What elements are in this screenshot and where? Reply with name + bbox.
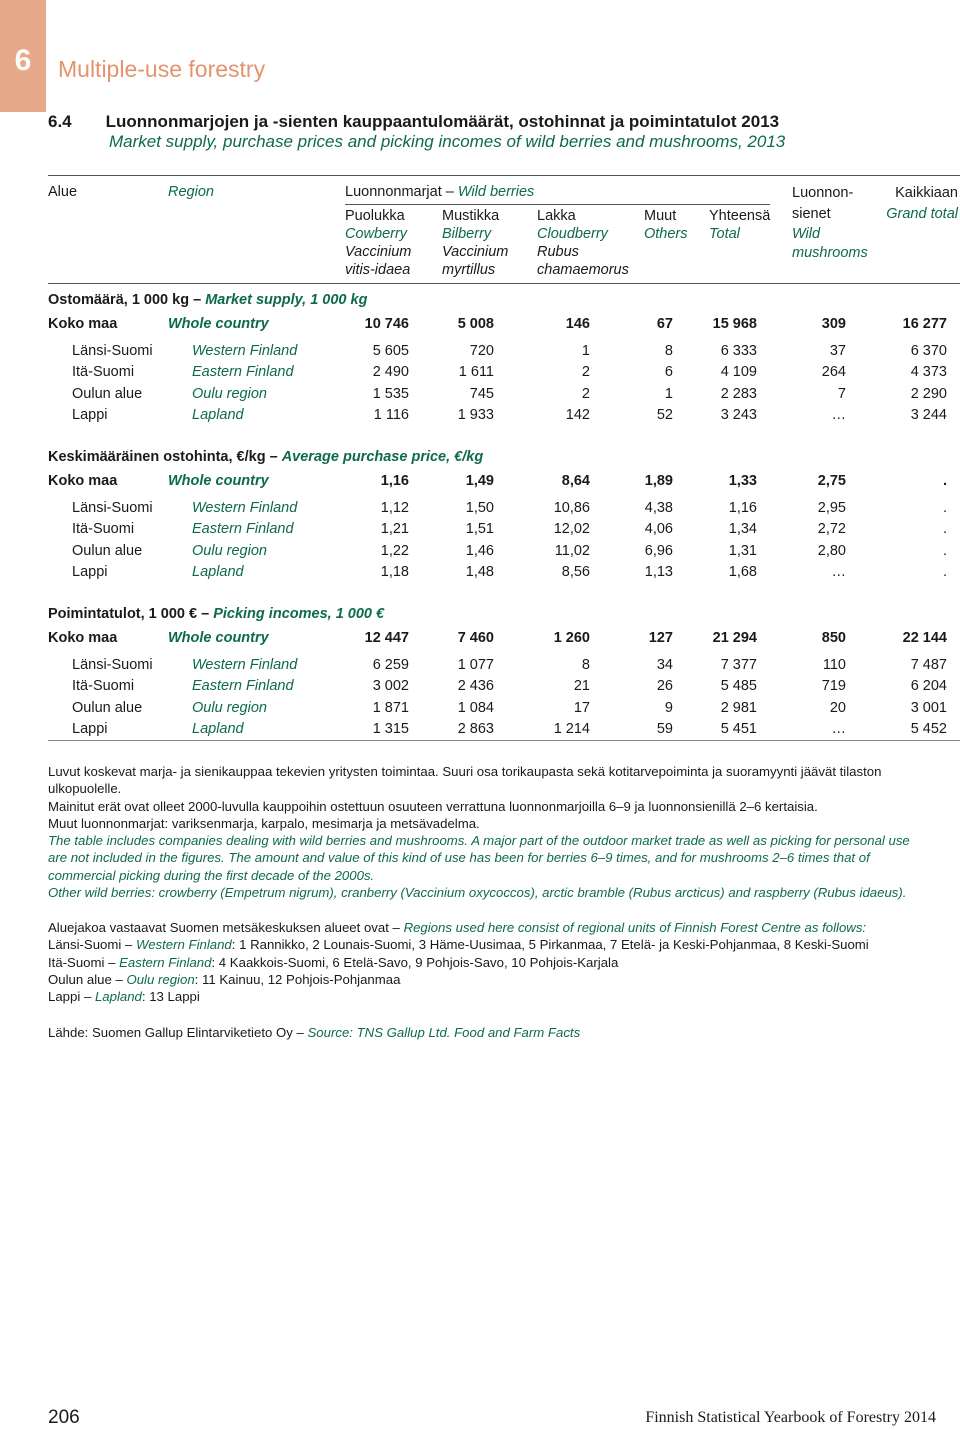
total-cell: . (942, 473, 947, 489)
table-cell: 34 (656, 657, 673, 673)
total-row-label-fi: Koko maa (48, 630, 118, 646)
header-total: Yhteensä Total (709, 208, 771, 242)
row-label-fi: Lappi (72, 563, 108, 580)
section-title: Ostomäärä, 1 000 kg – Market supply, 1 000 kg (48, 292, 368, 308)
publication-title: Finnish Statistical Yearbook of Forestry 2014 (645, 1409, 936, 1426)
table-cell: 52 (656, 406, 673, 423)
table-cell: . (942, 542, 947, 559)
table-cell: 1,22 (380, 542, 409, 559)
table-cell: 5 451 (720, 720, 757, 737)
page-number: 206 (48, 1407, 80, 1428)
table-cell: 6 (664, 364, 673, 381)
header-region: Region (168, 184, 214, 200)
header-alue: Alue (48, 184, 78, 200)
table-cell: 11,02 (554, 542, 590, 559)
table-cell: 1,68 (728, 563, 757, 580)
total-cell: 2,75 (817, 473, 846, 489)
table-cell: 1 535 (372, 385, 409, 402)
table-cell: 1 084 (457, 699, 494, 716)
table-cell: 8,56 (561, 563, 590, 580)
table-cell: 1 (664, 385, 673, 402)
table-cell: 1 315 (372, 720, 409, 737)
section-title: Poimintatulot, 1 000 € – Picking incomes, 1 000 € (48, 606, 385, 622)
table-cell: . (942, 563, 947, 580)
total-cell: 10 746 (364, 316, 409, 332)
table-top-rule (48, 175, 960, 176)
table-cell: 6,96 (644, 542, 673, 559)
row-label-fi: Länsi-Suomi (72, 500, 153, 516)
table-cell: 1,13 (644, 563, 673, 580)
table-title-fi: 6.4 Luonnonmarjojen ja -sienten kauppaantulomäärät, ostohinnat ja poimintatulot 2013 (48, 112, 780, 131)
table-cell: 20 (829, 699, 846, 716)
total-cell: 8,64 (561, 473, 590, 489)
table-title-en: Market supply, purchase prices and picking incomes of wild berries and mushrooms, 2013 (109, 132, 786, 151)
table-cell: 5 452 (910, 720, 947, 737)
row-label-fi: Oulun alue (72, 542, 143, 559)
table-cell: 1,21 (380, 521, 409, 538)
header-mushrooms: Luonnon- sienet Wild mushrooms (792, 185, 868, 261)
table-cell: 1,18 (380, 563, 409, 580)
total-cell: 1,49 (465, 473, 494, 489)
total-cell: 309 (821, 316, 846, 332)
total-cell: 15 968 (712, 316, 757, 332)
header-cloudberry: Lakka Cloudberry Rubus chamaemorus (537, 208, 629, 278)
total-cell: 127 (648, 630, 673, 646)
header-wild-berries: Luonnonmarjat – Wild berries (345, 184, 535, 200)
row-label-en: Lapland (192, 563, 244, 580)
table-cell: 2 490 (372, 364, 409, 381)
table-cell: 5 485 (720, 678, 757, 695)
table-cell: 6 204 (910, 678, 947, 695)
chapter-number: 6 (14, 44, 32, 77)
table-cell: 3 001 (910, 699, 947, 716)
table-cell: 1,46 (465, 542, 494, 559)
table-cell: 2 283 (720, 385, 757, 402)
table-cell: 1,31 (728, 542, 757, 559)
total-cell: 146 (565, 316, 590, 332)
total-row-label-en: Whole country (168, 316, 269, 332)
total-row-label-fi: Koko maa (48, 473, 118, 489)
row-label-fi: Lappi (72, 720, 108, 737)
table-cell: 2,95 (817, 500, 846, 516)
total-cell: 21 294 (712, 630, 757, 646)
region-line: Lappi – Lapland: 13 Lappi (48, 989, 200, 1005)
table-cell: 6 370 (910, 343, 947, 359)
row-label-en: Oulu region (192, 699, 267, 716)
table-cell: 17 (573, 699, 590, 716)
notes-en: The table includes companies dealing with wild berries and mushrooms. A major part of the outdoor market trade as well as picking for personal use are not included in the figures. The amount and value of this kind of use has been for berries 6–9 times, and for mushrooms 2–6 times that of commercial picking during the first decade of the 2000s. Other wild berries: crowberry (Empetrum nigrum), cranberry (Vaccinium oxycoccos), arctic bramble (Rubus arcticus) and raspberry (Rubus idaeus). (48, 833, 910, 900)
table-cell: 4,06 (644, 521, 673, 538)
table-cell: 4 373 (910, 364, 947, 381)
region-line: Itä-Suomi – Eastern Finland: 4 Kaakkois-Suomi, 6 Etelä-Savo, 9 Pohjois-Savo, 10 Pohjois-Karjala (48, 954, 619, 970)
table-cell: 1 871 (372, 699, 409, 716)
section-title: Keskimääräinen ostohinta, €/kg – Average purchase price, €/kg (48, 449, 484, 465)
table-cell: 3 243 (720, 406, 757, 423)
table-cell: 21 (573, 678, 590, 695)
table-cell: 1,51 (465, 521, 494, 538)
header-bottom-rule (48, 283, 960, 284)
table-cell: 3 002 (372, 678, 409, 695)
table-cell: 6 333 (720, 343, 757, 359)
row-label-fi: Oulun alue (72, 385, 143, 402)
row-label-en: Eastern Finland (192, 678, 294, 695)
table-cell: 1,48 (465, 563, 494, 580)
table-cell: 2,80 (817, 542, 846, 559)
table-cell: 719 (821, 678, 846, 695)
table-cell: 2 436 (457, 678, 494, 695)
row-label-fi: Itä-Suomi (72, 364, 135, 381)
table-cell: 1 116 (373, 406, 409, 423)
region-line: Oulun alue – Oulu region: 11 Kainuu, 12 Pohjois-Pohjanmaa (48, 971, 401, 987)
table-cell: 37 (829, 343, 846, 359)
row-label-fi: Itä-Suomi (72, 678, 135, 695)
table-cell: … (831, 563, 846, 580)
total-cell: 1 260 (553, 630, 590, 646)
table-cell: 2,72 (817, 521, 846, 538)
row-label-en: Lapland (192, 720, 244, 737)
table-cell: 12,02 (553, 521, 590, 538)
table-cell: 5 605 (372, 343, 409, 359)
table-cell: 2 981 (720, 699, 757, 716)
table-cell: 1 933 (457, 406, 494, 423)
header-group-rule (345, 204, 770, 205)
row-label-en: Lapland (192, 406, 244, 423)
table-cell: 1 077 (457, 657, 494, 673)
chapter-title: Multiple-use forestry (58, 56, 266, 82)
table-cell: 3 244 (910, 406, 947, 423)
header-cowberry: Puolukka Cowberry Vaccinium vitis-idaea (345, 208, 412, 278)
row-label-en: Eastern Finland (192, 521, 294, 538)
total-row-label-fi: Koko maa (48, 316, 118, 332)
table-cell: 1,16 (728, 500, 757, 516)
notes-fi: Luvut koskevat marja- ja sienikauppaa tekevien yritysten toimintaa. Suuri osa torikaupasta sekä kotitarvepoiminta ja suoramyynti jäävät tilaston ulkopuolelle. Mainitut erät ovat olleet 2000-luvulla kauppoihin ostettuun osuuteen verrattuna luonnonmarjoilla 6–9 ja luonnonsienillä 2–6 kertaisia. Muut luonnonmarjat: variksenmarja, karpalo, mesimarja ja metsävadelma. (48, 764, 882, 831)
table-cell: 4 109 (720, 364, 757, 381)
header-bilberry: Mustikka Bilberry Vaccinium myrtillus (442, 208, 509, 278)
table-cell: 720 (469, 343, 494, 359)
header-grand-total: Kaikkiaan Grand total (886, 185, 958, 222)
table-cell: 1,50 (465, 500, 494, 516)
table-cell: . (942, 500, 947, 516)
region-line: Länsi-Suomi – Western Finland: 1 Rannikko, 2 Lounais-Suomi, 3 Häme-Uusimaa, 5 Pirkanmaa, 7 Etelä- ja Keski-Pohjanmaa, 8 Keski-Suomi (48, 937, 869, 953)
source-note: Lähde: Suomen Gallup Elintarviketieto Oy – Source: TNS Gallup Ltd. Food and Farm Facts (48, 1025, 581, 1040)
table-cell: 9 (664, 699, 673, 716)
table-cell: … (831, 720, 846, 737)
total-cell: 850 (821, 630, 846, 646)
notes-regions: Aluejakoa vastaavat Suomen metsäkeskuksen alueet ovat – Regions used here consist of regional units of Finnish Forest Centre as follows: Länsi-Suomi – Western Finland: 1 Rannikko, 2 Lounais-Suomi, 3 Häme-Uusimaa, 5 Pirkanmaa, 7 Etelä- ja Keski-Pohjanmaa, 8 Keski-Suomi Itä-Suomi – Eastern Finland: 4 Kaakkois-Suomi, 6 Etelä-Savo, 9 Pohjois-Savo, 10 Pohjois-Karjala Oulun alue – Oulu region: 11 Kainuu, 12 Pohjois-Pohjanmaa Lappi – Lapland: 13 Lappi (48, 919, 953, 1005)
table-cell: 7 (837, 385, 846, 402)
row-label-en: Eastern Finland (192, 364, 294, 381)
total-cell: 67 (656, 316, 673, 332)
row-label-fi: Lappi (72, 406, 108, 423)
total-row-label-en: Whole country (168, 630, 269, 646)
table-cell: 1 214 (553, 720, 590, 737)
table-cell: 2 290 (910, 385, 947, 402)
table-number: 6.4 (48, 112, 72, 131)
table-cell: 2 (581, 364, 590, 381)
table-cell: 1 611 (458, 364, 494, 381)
row-label-en: Western Finland (192, 657, 298, 673)
table-bottom-rule (48, 740, 960, 741)
table-cell: 1,34 (728, 521, 757, 538)
row-label-en: Western Finland (192, 500, 298, 516)
total-cell: 1,89 (644, 473, 673, 489)
total-row-label-en: Whole country (168, 473, 269, 489)
row-label-en: Oulu region (192, 385, 267, 402)
total-cell: 16 277 (902, 316, 947, 332)
table-cell: 10,86 (553, 500, 590, 516)
row-label-fi: Oulun alue (72, 699, 143, 716)
table-cell: 8 (581, 657, 590, 673)
table-cell: 6 259 (372, 657, 409, 673)
table-cell: 745 (469, 385, 494, 402)
table-cell: 4,38 (644, 500, 673, 516)
table-cell: … (831, 406, 846, 423)
row-label-en: Oulu region (192, 542, 267, 559)
table-cell: 26 (656, 678, 673, 695)
table-cell: 1 (581, 343, 590, 359)
row-label-fi: Itä-Suomi (72, 521, 135, 538)
table-cell: 2 (581, 385, 590, 402)
table-cell: 7 377 (720, 657, 757, 673)
total-cell: 22 144 (902, 630, 947, 646)
total-cell: 1,33 (728, 473, 757, 489)
total-cell: 12 447 (364, 630, 409, 646)
header-others: Muut Others (644, 208, 688, 242)
total-cell: 7 460 (457, 630, 494, 646)
table-cell: 7 487 (910, 657, 947, 673)
total-cell: 5 008 (457, 316, 494, 332)
row-label-fi: Länsi-Suomi (72, 343, 153, 359)
table-cell: 2 863 (457, 720, 494, 737)
total-cell: 1,16 (380, 473, 409, 489)
table-cell: 59 (656, 720, 673, 737)
row-label-en: Western Finland (192, 343, 298, 359)
table-cell: 1,12 (380, 500, 409, 516)
table-cell: . (942, 521, 947, 538)
row-label-fi: Länsi-Suomi (72, 657, 153, 673)
table-cell: 142 (565, 406, 590, 423)
table-cell: 264 (821, 364, 846, 381)
table-cell: 8 (664, 343, 673, 359)
table-cell: 110 (822, 657, 846, 673)
